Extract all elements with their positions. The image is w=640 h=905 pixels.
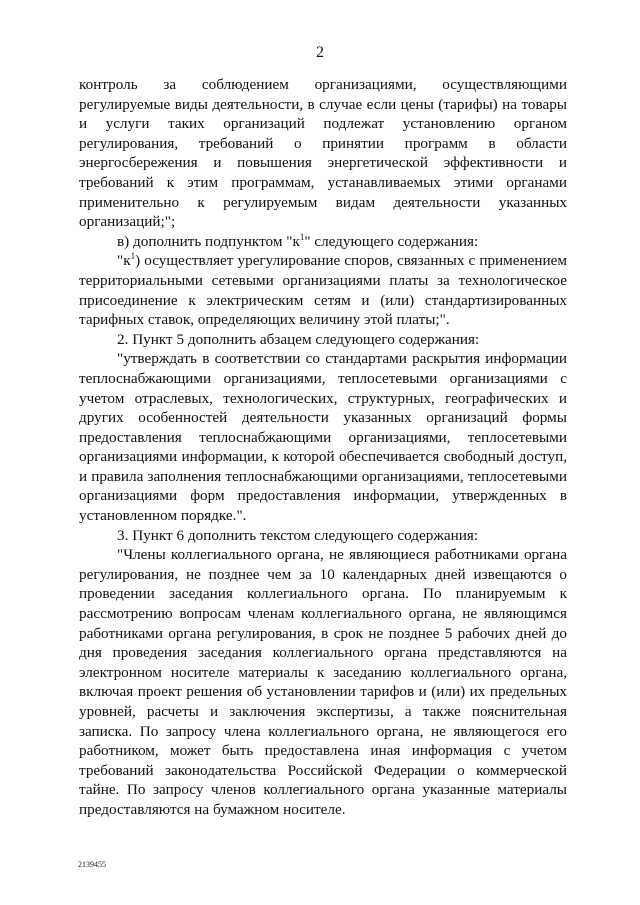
paragraph-point-6-content: "Члены коллегиального органа, не являющиеся работниками органа регулирования, не позднее чем за 10 календарных дней извещаются о проведении заседания коллегиального органа. По планируемым к рассмотрению вопросам членам коллегиального органа, не являющимся работниками органа регулирования, в срок не позднее 5 рабочих дней до дня проведения заседания коллегиального органа представляются на электронном носителе материалы к заседанию коллегиального органа, включая проект решения об установлении тарифов и (или) их предельных уровней, расчеты и заключения экспертизы, а также пояснительная записка. По запросу члена коллегиального органа, не являющегося его работником, может быть предоставлена иная информация с учетом требований законодательства Российской Федерации о коммерческой тайне. По запросу членов коллегиального органа указанные материалы предоставляются на бумажном носителе.: [79, 546, 567, 818]
superscript: 1: [130, 251, 136, 262]
paragraph-text: "к: [117, 252, 131, 270]
document-code: 2139455: [78, 860, 106, 869]
paragraph-text: ) осуществляет урегулирование споров, связанных с применением территориальными сетевыми организациями платы за технологическое присоединение к электрическим сетям и (или) стандартизированных тарифных ставок, определяющих величину этой платы;".: [79, 252, 567, 329]
paragraph-point-6-intro: 3. Пункт 6 дополнить текстом следующего содержания:: [117, 526, 479, 544]
superscript: 1: [299, 231, 305, 242]
paragraph-point-5-intro: 2. Пункт 5 дополнить абзацем следующего содержания:: [117, 330, 480, 348]
paragraph-text: " следующего содержания:: [304, 232, 479, 250]
paragraph-text: в) дополнить подпунктом "к: [117, 232, 300, 250]
paragraph-subpoint-k1-intro: [79, 232, 567, 252]
document-body: [79, 75, 567, 820]
page-number: 2: [316, 44, 324, 61]
paragraph-point-5-content: "утверждать в соответствии со стандартами раскрытия информации теплоснабжающими организациями, теплосетевыми организациями с учетом отраслевых, технологических, структурных, географических и других особенностей деятельности указанных организаций формы предоставления теплоснабжающими организациями, теплосетевыми организациями информации, к которой обеспечивается свободный доступ, и правила заполнения теплоснабжающими организациями, теплосетевыми организациями форм предоставления информации, утвержденных в установленном порядке.".: [79, 350, 567, 525]
paragraph-control-requirements: контроль за соблюдением организациями, осуществляющими регулируемые виды деятельности, в случае если цены (тарифы) на товары и услуги таких организаций подлежат установлению органом регулирования, требований о принятии программ в области энергосбережения и повышения энергетической эффективности и требований к этим программам, устанавливаемых этими органами применительно к регулируемым видам деятельности указанных организаций;";: [79, 76, 567, 231]
paragraph-subpoint-k1-content: [79, 251, 567, 329]
